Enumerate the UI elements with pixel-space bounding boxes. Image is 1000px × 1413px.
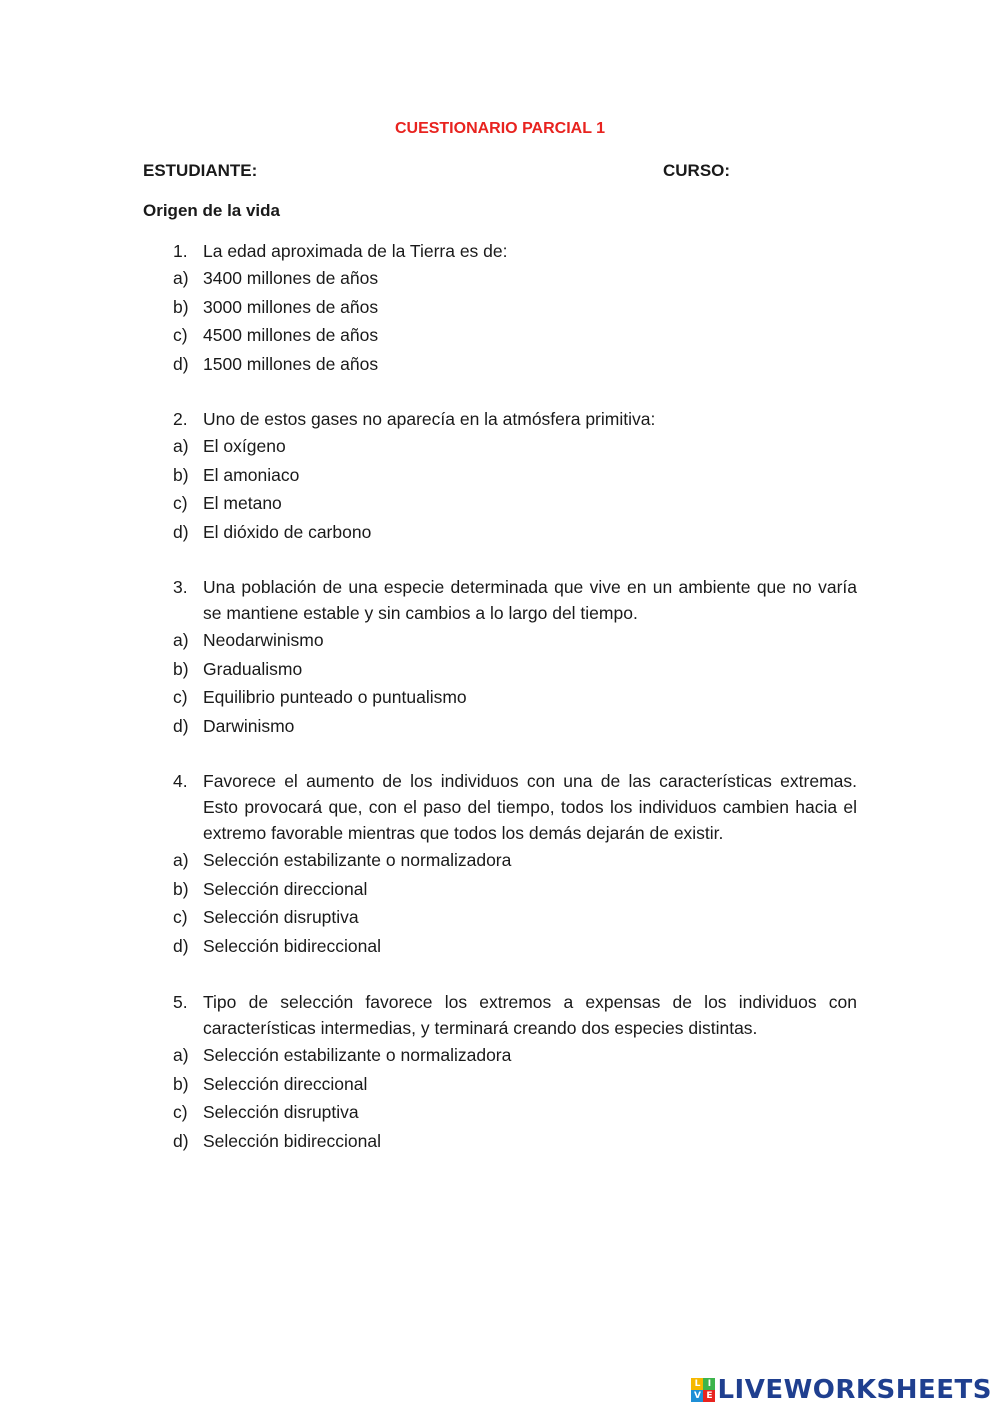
option-letter: c) xyxy=(173,1102,188,1122)
option-letter: c) xyxy=(173,687,188,707)
option-letter: c) xyxy=(173,325,188,345)
option-letter: a) xyxy=(173,268,189,288)
option-text: 3400 millones de años xyxy=(203,268,379,288)
option-text: Neodarwinismo xyxy=(203,630,324,650)
option-d[interactable] xyxy=(173,518,857,547)
option-a[interactable] xyxy=(173,432,857,461)
question-2 xyxy=(173,406,857,546)
question-3 xyxy=(173,574,857,740)
logo-tile: V xyxy=(691,1390,703,1402)
question-number: 2. xyxy=(173,409,188,429)
question-number: 3. xyxy=(173,577,188,597)
option-text: Selección direccional xyxy=(203,878,368,899)
question-number: 1. xyxy=(173,241,188,261)
option-d[interactable] xyxy=(173,350,857,379)
option-letter: b) xyxy=(173,464,189,485)
option-d[interactable] xyxy=(173,712,857,741)
student-label: ESTUDIANTE: xyxy=(143,161,258,180)
option-a[interactable] xyxy=(173,264,857,293)
option-text: Selección disruptiva xyxy=(203,907,359,927)
option-letter: d) xyxy=(173,521,189,542)
option-text: El oxígeno xyxy=(203,436,286,456)
course-label: CURSO: xyxy=(663,161,731,180)
question-number: 5. xyxy=(173,992,188,1012)
option-text: 4500 millones de años xyxy=(203,325,379,345)
question-text: Uno de estos gases no aparecía en la atmósfera primitiva: xyxy=(203,409,656,429)
option-letter: b) xyxy=(173,658,189,679)
option-letter: d) xyxy=(173,715,189,736)
option-a[interactable] xyxy=(173,626,857,655)
question-text: Una población de una especie determinada que vive en un ambiente que no varía se mantiene estable y sin cambios a lo largo del tiempo. xyxy=(203,577,857,623)
logo-tile: E xyxy=(703,1390,715,1402)
liveworksheets-logo[interactable] xyxy=(691,1375,992,1405)
option-c[interactable] xyxy=(173,489,857,518)
option-text: Selección bidireccional xyxy=(203,1130,382,1151)
logo-text: LIVEWORKSHEETS xyxy=(717,1375,992,1405)
option-a[interactable] xyxy=(173,846,857,875)
option-text: Equilibrio punteado o puntualismo xyxy=(203,687,467,707)
option-c[interactable] xyxy=(173,321,857,350)
option-text: El metano xyxy=(203,493,282,513)
section-heading: Origen de la vida xyxy=(143,201,280,220)
option-letter: a) xyxy=(173,630,189,650)
option-b[interactable] xyxy=(173,655,857,684)
option-letter: b) xyxy=(173,1073,189,1094)
option-letter: d) xyxy=(173,1130,189,1151)
page-title: CUESTIONARIO PARCIAL 1 xyxy=(394,120,606,137)
option-text: Selección disruptiva xyxy=(203,1102,359,1122)
liveworksheets-logo-icon xyxy=(691,1378,715,1402)
option-d[interactable] xyxy=(173,1127,857,1156)
option-letter: d) xyxy=(173,935,189,956)
option-text: 1500 millones de años xyxy=(203,353,379,374)
question-5 xyxy=(173,989,857,1155)
option-text: Selección bidireccional xyxy=(203,935,382,956)
option-text: 3000 millones de años xyxy=(203,296,379,317)
logo-tile: I xyxy=(703,1378,715,1390)
option-text: Gradualismo xyxy=(203,658,303,679)
option-letter: c) xyxy=(173,907,188,927)
option-a[interactable] xyxy=(173,1041,857,1070)
option-b[interactable] xyxy=(173,293,857,322)
option-letter: a) xyxy=(173,850,189,870)
option-letter: d) xyxy=(173,353,189,374)
question-1 xyxy=(173,238,857,378)
logo-tile: L xyxy=(691,1378,703,1390)
question-text: Tipo de selección favorece los extremos a expensas de los individuos con características intermedias, y terminará creando dos especies distintas. xyxy=(203,992,857,1038)
option-b[interactable] xyxy=(173,875,857,904)
option-text: Selección estabilizante o normalizadora xyxy=(203,850,512,870)
question-text: La edad aproximada de la Tierra es de: xyxy=(203,241,508,261)
option-b[interactable] xyxy=(173,461,857,490)
option-text: El amoniaco xyxy=(203,464,300,485)
option-letter: a) xyxy=(173,1045,189,1065)
option-d[interactable] xyxy=(173,932,857,961)
option-letter: b) xyxy=(173,878,189,899)
question-4 xyxy=(173,768,857,960)
option-b[interactable] xyxy=(173,1070,857,1099)
option-c[interactable] xyxy=(173,1098,857,1127)
option-c[interactable] xyxy=(173,683,857,712)
option-text: El dióxido de carbono xyxy=(203,521,372,542)
option-letter: c) xyxy=(173,493,188,513)
question-text: Favorece el aumento de los individuos con una de las características extremas. Esto provocará que, con el paso del tiempo, todos los individuos cambien hacia el extremo favorable mientras que todos los demás dejarán de existir. xyxy=(203,771,857,843)
option-letter: b) xyxy=(173,296,189,317)
question-number: 4. xyxy=(173,771,188,791)
option-c[interactable] xyxy=(173,903,857,932)
option-text: Selección estabilizante o normalizadora xyxy=(203,1045,512,1065)
option-text: Selección direccional xyxy=(203,1073,368,1094)
option-text: Darwinismo xyxy=(203,715,295,736)
option-letter: a) xyxy=(173,436,189,456)
